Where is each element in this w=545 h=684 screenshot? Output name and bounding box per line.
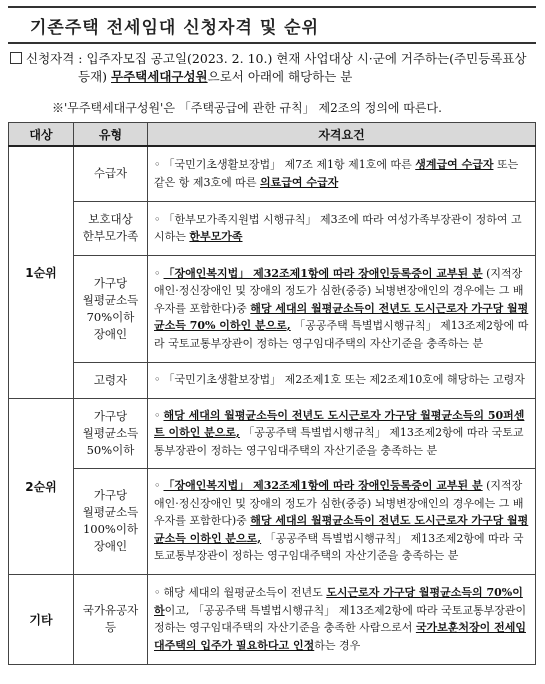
intro-homeless-member: 무주택세대구성원 [111,69,208,84]
header-requirements: 자격요건 [148,123,536,147]
table-row [9,146,536,201]
type-national-merit: 국가유공자 등 [74,574,148,664]
type-elderly: 고령자 [74,362,148,398]
intro-line-2-c: 으로서 아래에 해당하는 분 [207,69,353,84]
group-second-priority: 2순위 [9,398,74,574]
table-row [9,574,536,664]
table-row [9,468,536,574]
table-row [9,398,536,468]
intro-line-2 [8,68,536,86]
type-disabled-70: 가구당 월평균소득 70%이하 장애인 [74,255,148,362]
page-title: 기존주택 전세임대 신청자격 및 순위 [30,18,320,38]
title-bar [8,6,536,44]
requirement-disabled-100: ◦ 「장애인복지법」 제32조제1항에 따라 장애인등록증이 교부된 분 (지적장애인·정신장애인 및 장애의 정도가 심한(중증) 뇌병변장애인의 경우에는 그 배우자를 포함한다)중 해당 세대의 월평균소득이 전년도 도시근로자 가구당 월평균소득 이하인 분으로, 「공공주택 특별법시행규칙」 제13조제2항에 따라 국토교통부장관이 정하는 영구임대주택의 자산기준을 충족하는 분 [148,468,536,574]
checkbox-icon [10,52,22,64]
requirement-disabled-70: ◦ 「장애인복지법」 제32조제1항에 따라 장애인등록증이 교부된 분 (지적장애인·정신장애인 및 장애의 정도가 심한(중증) 뇌병변장애인의 경우에는 그 배우자를 포함한다)중 해당 세대의 월평균소득이 전년도 도시근로자 가구당 월평균소득 70% 이하인 분으로, 「공공주택 특별법시행규칙」 제13조제2항에 따라 국토교통부장관이 정하는 영구임대주택의 자산기준을 충족하는 분 [148,255,536,362]
table-row [9,255,536,362]
requirement-income-50: ◦ 해당 세대의 월평균소득이 전년도 도시근로자 가구당 월평균소득의 50퍼센트 이하인 분으로, 「공공주택 특별법시행규칙」 제13조제2항에 따라 국토교통부장관이 정하는 영구임대주택의 자산기준을 충족하는 분 [148,398,536,468]
type-recipient: 수급자 [74,146,148,201]
header-type: 유형 [74,123,148,147]
intro-line-1 [8,50,536,68]
requirement-recipient: ◦ 「국민기초생활보장법」 제7조 제1항 제1호에 따른 생계급여 수급자 또는 같은 항 제3호에 따른 의료급여 수급자 [148,146,536,201]
intro-line-2-a: 등재) [78,69,112,84]
requirement-national-merit: ◦ 해당 세대의 월평균소득이 전년도 도시근로자 가구당 월평균소득의 70%이하이고, 「공공주택 특별법시행규칙」 제13조제2항에 따라 국토교통부장관이 정하는 영구임대주택의 자산기준을 충족한 사람으로서 국가보훈처장이 전세임대주택의 입주가 필요하다고 인정하는 경우 [148,574,536,664]
intro-line-1-text: 신청자격 : 입주자모집 공고일(2023. 2. 10.) 현재 사업대상 시·군에 거주하는(주민등록표상 [26,51,527,66]
intro-paragraph [8,50,536,86]
eligibility-table [8,122,536,665]
requirement-elderly: ◦ 「국민기초생활보장법」 제2조제1호 또는 제2조제10호에 해당하는 고령자 [148,362,536,398]
definition-note: ※'무주택세대구성원'은 「주택공급에 관한 규칙」 제2조의 정의에 따른다. [52,101,442,115]
type-disabled-100: 가구당 월평균소득 100%이하 장애인 [74,468,148,574]
type-single-parent: 보호대상 한부모가족 [74,201,148,255]
group-other: 기타 [9,574,74,664]
header-target: 대상 [9,123,74,147]
table-header-row [9,123,536,147]
requirement-single-parent: ◦ 「한부모가족지원법 시행규칙」 제3조에 따라 여성가족부장관이 정하여 고시하는 한부모가족 [148,201,536,255]
group-first-priority: 1순위 [9,146,74,398]
type-income-50: 가구당 월평균소득 50%이하 [74,398,148,468]
table-row [9,362,536,398]
table-row [9,201,536,255]
